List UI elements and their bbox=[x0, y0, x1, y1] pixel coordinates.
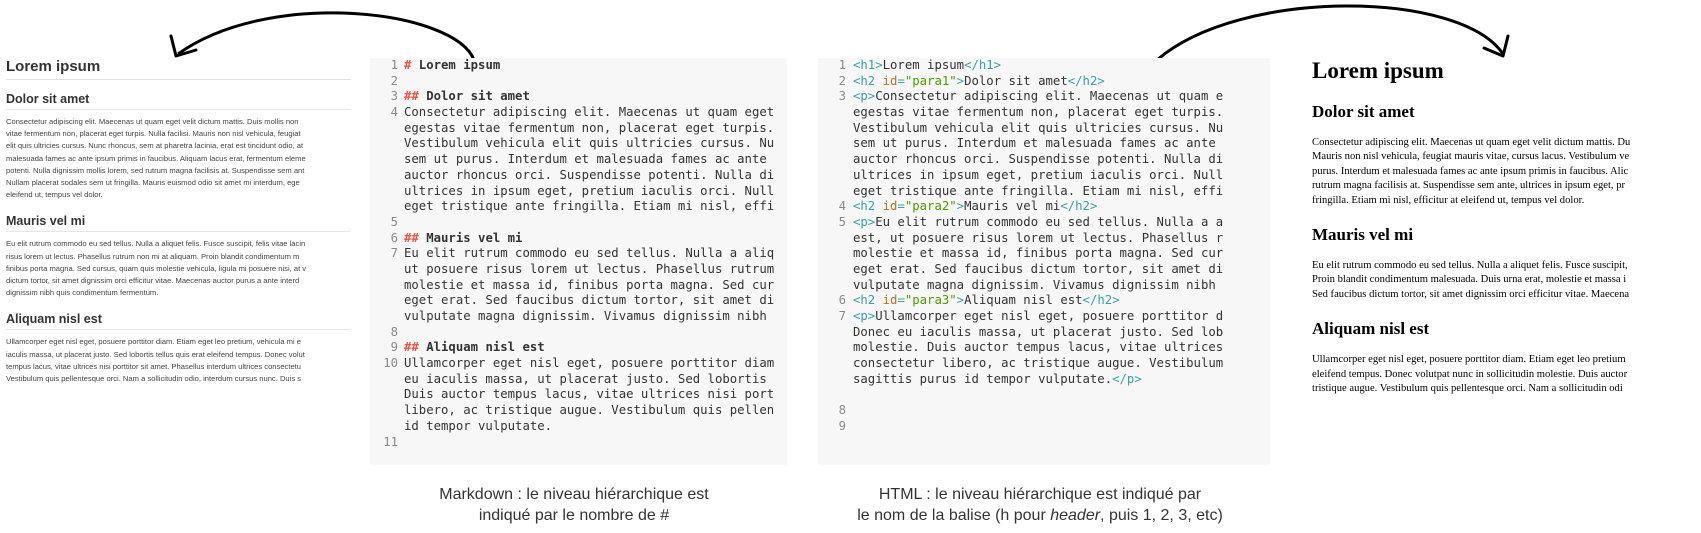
line-text: auctor rhoncus orci. Suspendisse potenti. Nulla di bbox=[404, 167, 775, 182]
line-number: 2 bbox=[390, 73, 398, 88]
html-text-token: Consectetur adipiscing elit. Maecenas ut quam e bbox=[875, 89, 1224, 104]
heading-hash-marker: ## bbox=[404, 340, 419, 355]
html-tag-token: <h2 bbox=[853, 73, 883, 88]
html-caption-line: HTML : le niveau hiérarchique est indiqué par bbox=[878, 486, 1202, 503]
preview-paragraph: Ullamcorper eget nisl eget, posuere porttitor diam. Etiam eget leo pretium, vehicula mi e iaculis massa, ut placerat justo. Sed lobortis tellus quis erat eleifend tempus. Donec volut tempus lacus, vitae ultrices nisi porttitor sit amet. Phasellus interdum ultrices consectetu Vestibulum quis pellentesque orci. Nam a sollicitudin odio, interdum cursus nunc. Duis s bbox=[6, 337, 305, 384]
preview-heading: Dolor sit amet bbox=[6, 92, 351, 110]
line-number: 3 bbox=[390, 89, 398, 104]
line-text: Dolor sit amet bbox=[418, 89, 530, 104]
line-number: 10 bbox=[383, 356, 398, 371]
line-number: 3 bbox=[838, 89, 846, 104]
line-code bbox=[404, 184, 774, 200]
editor-line[interactable] bbox=[370, 184, 787, 200]
line-code bbox=[853, 152, 1223, 168]
line-code bbox=[853, 340, 1223, 356]
line-code bbox=[853, 356, 1223, 372]
html-tag-token: <h2 bbox=[853, 293, 883, 308]
line-code bbox=[853, 262, 1223, 278]
html-string-token: "para1" bbox=[904, 73, 957, 88]
line-code bbox=[404, 246, 774, 262]
arrow-html-to-preview bbox=[1157, 6, 1503, 60]
html-tag-token: </h1> bbox=[964, 58, 1002, 72]
heading-hash-marker: ## bbox=[404, 230, 419, 245]
editor-line[interactable] bbox=[370, 435, 787, 451]
html-tag-token: > bbox=[956, 199, 965, 214]
preview-title: Lorem ipsum bbox=[6, 52, 351, 80]
html-preview-heading: Mauris vel mi bbox=[1312, 225, 1414, 245]
html-text-token: egestas vitae fermentum non, placerat eget turpis. bbox=[853, 105, 1224, 120]
heading-hash-marker: # bbox=[404, 58, 412, 72]
heading-hash-marker: ## bbox=[404, 89, 419, 104]
editor-line[interactable] bbox=[370, 278, 787, 294]
line-text: eu iaculis massa, ut placerat justo. Sed lobortis bbox=[404, 371, 767, 386]
editor-line[interactable] bbox=[370, 105, 787, 121]
line-code bbox=[404, 105, 774, 121]
editor-line[interactable] bbox=[818, 58, 1270, 74]
editor-line[interactable] bbox=[818, 325, 1270, 341]
line-code bbox=[853, 168, 1223, 184]
line-code bbox=[853, 121, 1223, 137]
html-preview-paragraph: Eu elit rutrum commodo eu sed tellus. Nulla a aliquet felis. Fusce suscipit, Proin blandit condimentum malesuada. Duis urna erat, molestie et massa i Sed faucibus dictum tortor, sit amet dignissim orci efficitur vitae. Maecena bbox=[1312, 260, 1630, 300]
markdown-caption bbox=[404, 484, 744, 526]
line-code bbox=[853, 89, 1223, 105]
html-text-token: Mauris vel mi bbox=[964, 199, 1061, 214]
line-code bbox=[404, 387, 774, 403]
line-number: 11 bbox=[383, 434, 398, 449]
html-text-token: vulputate magna dignissim. Vivamus dignissim nibh bbox=[853, 277, 1216, 292]
html-attr-token: id bbox=[882, 293, 898, 308]
html-text-token: Eu elit rutrum commodo eu sed tellus. Nulla a a bbox=[875, 214, 1224, 229]
editor-line[interactable] bbox=[370, 199, 787, 215]
line-text: eget tristique ante fringilla. Etiam mi nisl, effi bbox=[404, 199, 775, 214]
line-code bbox=[853, 105, 1223, 121]
editor-line[interactable] bbox=[818, 356, 1270, 372]
html-string-token: "para3" bbox=[904, 293, 957, 308]
html-tag-token: </h2> bbox=[1060, 199, 1098, 214]
line-number: 1 bbox=[838, 58, 846, 72]
line-text: id tempor vulputate. bbox=[404, 418, 553, 433]
editor-line[interactable] bbox=[370, 419, 787, 435]
line-code bbox=[853, 184, 1223, 200]
html-attr-token: id bbox=[882, 199, 898, 214]
html-text-token: Donec eu iaculis massa, ut placerat justo. Sed lob bbox=[853, 324, 1224, 339]
html-text-token: est, ut posuere risus lorem ut lectus. Phasellus r bbox=[853, 230, 1224, 245]
html-rendered-preview bbox=[1312, 58, 1701, 458]
editor-line[interactable] bbox=[818, 419, 1270, 435]
html-tag-token: <h1> bbox=[853, 58, 883, 72]
html-text-token: sagittis purus id tempor vulputate. bbox=[853, 371, 1113, 386]
editor-line[interactable] bbox=[818, 215, 1270, 231]
line-code bbox=[404, 419, 552, 435]
html-caption-text: , puis 1, 2, 3, etc) bbox=[1100, 507, 1223, 524]
editor-line[interactable] bbox=[370, 231, 787, 247]
html-preview-paragraph: Consectetur adipiscing elit. Maecenas ut quam eget velit dictum mattis. Du Mauris non nisl vehicula, feugiat mauris vitae, cursus lacus. Vestibulum ve purus. Interdum et malesuada fames ac ante ipsum primis in faucibus. Alic rutrum magna facilisis at. Suspendisse sem ante, ultrices in ipsum eget, pr fringilla. Etiam mi nisl, efficitur at eleifend ut, tempus vel dolor. bbox=[1312, 137, 1631, 206]
line-text: egestas vitae fermentum non, placerat eget turpis. bbox=[404, 120, 775, 135]
preview-heading: Mauris vel mi bbox=[6, 214, 351, 232]
line-code bbox=[853, 278, 1216, 294]
line-text: molestie et massa id, finibus porta magna. Sed cur bbox=[404, 277, 775, 292]
editor-line[interactable] bbox=[818, 403, 1270, 419]
line-text: ultrices in ipsum eget, pretium iaculis orci. Null bbox=[404, 183, 775, 198]
editor-line[interactable] bbox=[818, 89, 1270, 105]
line-number: 7 bbox=[838, 309, 846, 323]
line-text: libero, ac tristique augue. Vestibulum quis pellen bbox=[404, 403, 775, 418]
html-text-token: ultrices in ipsum eget, pretium iaculis orci. Null bbox=[853, 167, 1224, 182]
editor-line[interactable] bbox=[370, 152, 787, 168]
html-tag-token: <p> bbox=[853, 214, 876, 229]
line-text: sem ut purus. Interdum et malesuada fames ac ante bbox=[404, 152, 767, 167]
html-text-token: eget erat. Sed faucibus dictum tortor, sit amet di bbox=[853, 261, 1224, 276]
line-text: Lorem ipsum bbox=[411, 58, 501, 72]
line-text: Ullamcorper eget nisl eget, posuere porttitor diam bbox=[404, 356, 775, 371]
editor-line[interactable] bbox=[370, 121, 787, 137]
line-code bbox=[404, 152, 767, 168]
line-text: eget erat. Sed faucibus dictum tortor, sit amet di bbox=[404, 293, 775, 308]
html-tag-token: = bbox=[897, 293, 905, 308]
html-text-token: Dolor sit amet bbox=[964, 73, 1068, 88]
line-code bbox=[404, 403, 774, 419]
preview-paragraph: Consectetur adipiscing elit. Maecenas ut quam eget velit dictum mattis. Duis mollis non vitae fermentum non, placerat eget turpis. Nulla facilisi. Mauris non nisl vehicula, feugiat elit quis ultricies cursus. Nunc rhoncus, sem at pharetra lacinia, erat est tincidunt odio, at malesuada fames ac ante ipsum primis in faucibus. Aliquam lacus erat, fermentum eleme potenti. Nulla dignissim mollis lorem, sed rutrum magna facilisis at. Suspendisse sem ant Nullam placerat sodales sem ut fringilla. Mauris euismod odio sit amet mi interdum, ege eleifend ut, tempus vel dolor. bbox=[6, 117, 306, 200]
line-code bbox=[404, 372, 767, 388]
editor-line[interactable] bbox=[818, 231, 1270, 247]
html-text-token: Lorem ipsum bbox=[882, 58, 965, 72]
line-text: Eu elit rutrum commodo eu sed tellus. Nulla a aliq bbox=[404, 246, 775, 261]
line-text: ut posuere risus lorem ut lectus. Phasellus rutrum bbox=[404, 261, 775, 276]
html-text-token: Ullamcorper eget nisl eget, posuere porttitor d bbox=[875, 309, 1224, 323]
line-code bbox=[404, 340, 545, 356]
html-text-token: molestie et massa id, finibus porta magna. Sed cur bbox=[853, 246, 1224, 261]
markdown-caption-line: Markdown : le niveau hiérarchique est bbox=[439, 486, 709, 503]
line-number: 5 bbox=[838, 214, 846, 229]
line-text: Vestibulum vehicula elit quis ultricies cursus. Nu bbox=[404, 136, 775, 151]
line-number: 6 bbox=[390, 230, 398, 245]
editor-line[interactable] bbox=[818, 74, 1270, 90]
line-code bbox=[404, 199, 774, 215]
editor-line[interactable] bbox=[818, 105, 1270, 121]
editor-line[interactable] bbox=[370, 136, 787, 152]
markdown-code-editor[interactable] bbox=[370, 58, 787, 465]
editor-line[interactable] bbox=[370, 262, 787, 278]
line-code bbox=[404, 356, 774, 372]
html-tag-token: > bbox=[956, 293, 965, 308]
editor-line[interactable] bbox=[818, 293, 1270, 309]
editor-line[interactable] bbox=[370, 246, 787, 262]
line-code bbox=[853, 309, 1223, 325]
line-number: 5 bbox=[390, 214, 398, 229]
html-preview-heading: Aliquam nisl est bbox=[1312, 319, 1430, 339]
html-tag-token: = bbox=[897, 199, 905, 214]
line-code bbox=[853, 199, 1097, 215]
html-tag-token: </h2> bbox=[1067, 73, 1105, 88]
editor-line[interactable] bbox=[818, 121, 1270, 137]
editor-line[interactable] bbox=[818, 387, 1270, 403]
editor-line[interactable] bbox=[818, 152, 1270, 168]
html-code-editor[interactable] bbox=[818, 58, 1270, 465]
line-number: 6 bbox=[838, 293, 846, 308]
line-text: vulputate magna dignissim. Vivamus dignissim nibh bbox=[404, 309, 767, 323]
line-code bbox=[853, 58, 1001, 74]
line-number: 4 bbox=[838, 199, 846, 214]
html-tag-token: <h2 bbox=[853, 199, 883, 214]
editor-line[interactable] bbox=[818, 340, 1270, 356]
html-tag-token: <p> bbox=[853, 309, 876, 323]
editor-line[interactable] bbox=[370, 309, 787, 325]
editor-line[interactable] bbox=[370, 356, 787, 372]
editor-line[interactable] bbox=[370, 89, 787, 105]
line-code bbox=[853, 215, 1223, 231]
html-text-token: molestie. Duis auctor tempus lacus, vitae ultrices bbox=[853, 340, 1224, 355]
editor-line[interactable] bbox=[818, 309, 1270, 325]
html-string-token: "para2" bbox=[904, 199, 957, 214]
line-code bbox=[404, 262, 774, 278]
editor-line[interactable] bbox=[370, 387, 787, 403]
html-text-token: eget tristique ante fringilla. Etiam mi nisl, effi bbox=[853, 183, 1224, 198]
html-tag-token: <p> bbox=[853, 89, 876, 104]
line-number: 2 bbox=[838, 73, 846, 88]
html-text-token: sem ut purus. Interdum et malesuada fames ac ante bbox=[853, 136, 1216, 151]
line-code bbox=[853, 246, 1223, 262]
html-text-token: Vestibulum vehicula elit quis ultricies cursus. Nu bbox=[853, 120, 1224, 135]
html-tag-token: </p> bbox=[1112, 371, 1142, 386]
line-code bbox=[404, 121, 774, 137]
editor-line[interactable] bbox=[370, 293, 787, 309]
markdown-caption-line: indiqué par le nombre de # bbox=[478, 507, 670, 524]
editor-line[interactable] bbox=[818, 136, 1270, 152]
editor-line[interactable] bbox=[818, 184, 1270, 200]
line-number: 8 bbox=[838, 403, 846, 418]
preview-paragraph: Eu elit rutrum commodo eu sed tellus. Nulla a aliquet felis. Fusce suscipit, felis vitae lacin risus lorem ut lectus. Phasellus rutrum non mi at aliquam. Proin blandit condimentum m finibus porta magna. Sed cursus, quam quis molestie vehicula, ligula mi posuere nisi, at v dictum tortor, sit amet dignissim orci efficitur vitae. Maecenas auctor purus a ante interd dignissim nibh quis condimentum fermentum. bbox=[6, 239, 307, 298]
editor-line[interactable] bbox=[370, 74, 787, 90]
html-text-token: auctor rhoncus orci. Suspendisse potenti. Nulla di bbox=[853, 152, 1224, 167]
html-preview-title: Lorem ipsum bbox=[1312, 58, 1444, 83]
editor-line[interactable] bbox=[370, 340, 787, 356]
editor-line[interactable] bbox=[370, 372, 787, 388]
line-code bbox=[853, 372, 1142, 388]
html-preview-heading: Dolor sit amet bbox=[1312, 102, 1415, 121]
html-preview-paragraph: Ullamcorper eget nisl eget, posuere porttitor diam. Etiam eget leo pretium eleifend tempus. Donec volutpat nunc in sollicitudin molestie. Duis auctor tristique augue. Vestibulum quis pellentesque orci. Nam a sollicitudin odi bbox=[1312, 354, 1628, 395]
line-code bbox=[404, 231, 522, 247]
html-caption-text: le nom de la balise (h pour bbox=[857, 507, 1051, 524]
html-tag-token: > bbox=[956, 73, 965, 88]
html-caption-emphasis: header bbox=[1050, 507, 1101, 524]
line-code bbox=[404, 89, 530, 105]
html-caption bbox=[830, 484, 1250, 526]
line-code bbox=[853, 74, 1105, 90]
line-code bbox=[404, 58, 500, 74]
line-code bbox=[853, 136, 1216, 152]
html-tag-token: </h2> bbox=[1082, 293, 1120, 308]
preview-heading: Aliquam nisl est bbox=[6, 312, 351, 330]
editor-line[interactable] bbox=[370, 325, 787, 341]
editor-line[interactable] bbox=[370, 403, 787, 419]
line-code bbox=[404, 136, 774, 152]
html-attr-token: id bbox=[882, 73, 898, 88]
line-text: Duis auctor tempus lacus, vitae ultrices nisi port bbox=[404, 387, 775, 402]
markdown-rendered-preview bbox=[6, 52, 351, 462]
editor-line[interactable] bbox=[818, 246, 1270, 262]
line-number: 8 bbox=[390, 324, 398, 339]
line-number: 9 bbox=[390, 340, 398, 355]
line-code bbox=[853, 325, 1223, 341]
line-code bbox=[404, 293, 774, 309]
line-text: Consectetur adipiscing elit. Maecenas ut quam eget bbox=[404, 105, 775, 120]
line-code bbox=[853, 231, 1223, 247]
line-number: 7 bbox=[390, 246, 398, 261]
line-text: Mauris vel mi bbox=[418, 230, 523, 245]
line-text: Aliquam nisl est bbox=[418, 340, 545, 355]
editor-line[interactable] bbox=[818, 199, 1270, 215]
line-number: 9 bbox=[838, 418, 846, 433]
editor-line[interactable] bbox=[370, 215, 787, 231]
line-number: 4 bbox=[390, 105, 398, 120]
editor-line[interactable] bbox=[370, 168, 787, 184]
editor-line[interactable] bbox=[818, 168, 1270, 184]
line-code bbox=[404, 309, 767, 325]
html-text-token: consectetur libero, ac tristique augue. Vestibulum bbox=[853, 356, 1224, 371]
line-code bbox=[404, 168, 774, 184]
editor-line[interactable] bbox=[370, 58, 787, 74]
html-tag-token: = bbox=[897, 73, 905, 88]
line-code bbox=[404, 278, 774, 294]
editor-line[interactable] bbox=[818, 278, 1270, 294]
line-number: 1 bbox=[390, 58, 398, 72]
editor-line[interactable] bbox=[818, 262, 1270, 278]
html-text-token: Aliquam nisl est bbox=[964, 293, 1083, 308]
line-code bbox=[853, 293, 1120, 309]
editor-line[interactable] bbox=[818, 372, 1270, 388]
html-caption-line bbox=[830, 505, 1250, 526]
